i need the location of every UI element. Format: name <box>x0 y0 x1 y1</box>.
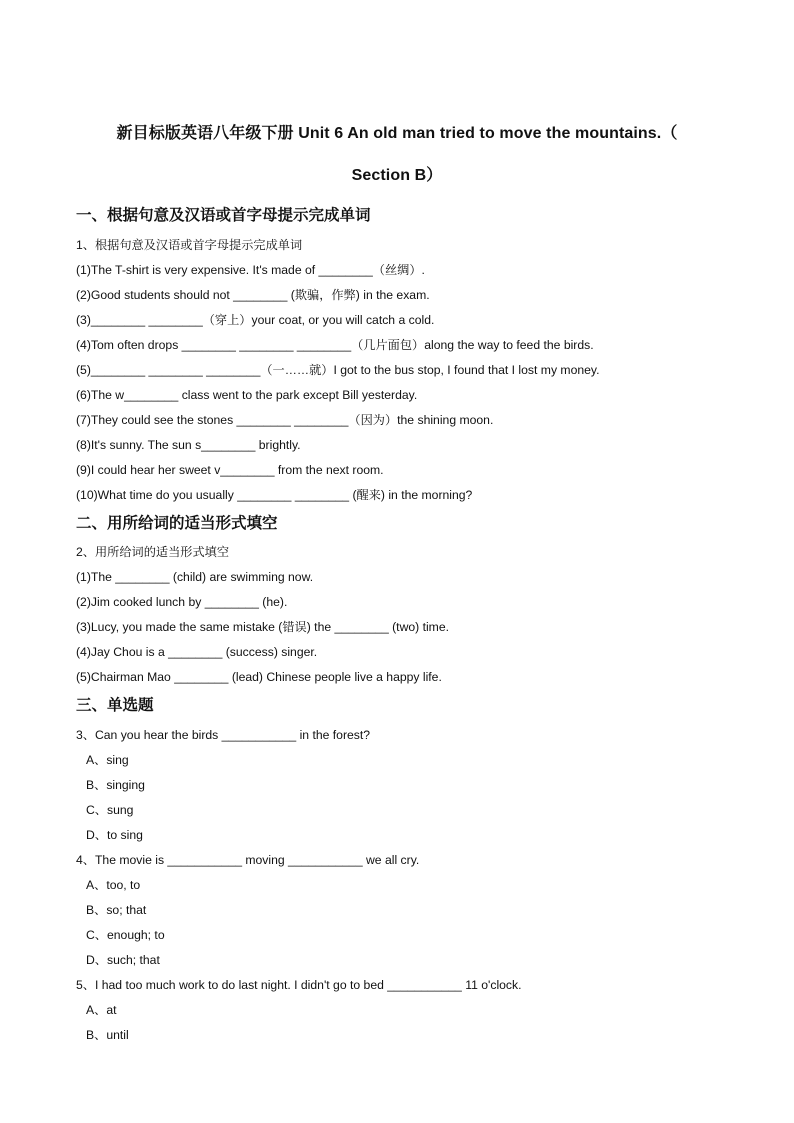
mcq-option: A、at <box>86 1003 117 1017</box>
question-item: (7)They could see the stones ________ ________（因为）the shining moon. <box>76 413 494 427</box>
question-item: (4)Jay Chou is a ________ (success) singer. <box>76 645 318 659</box>
question-item: (9)I could hear her sweet v________ from the next room. <box>76 463 384 477</box>
question-item: (6)The w________ class went to the park except Bill yesterday. <box>76 388 418 402</box>
section-heading-3: 三、单选题 <box>76 697 154 714</box>
question-item: (10)What time do you usually ________ ________ (醒来) in the morning? <box>76 488 473 502</box>
question-item: (3)Lucy, you made the same mistake (错误) the ________ (two) time. <box>76 620 450 634</box>
mcq-stem: 3、Can you hear the birds ___________ in the forest? <box>76 728 371 742</box>
question-item: (5)________ ________ ________（一……就）I got to the bus stop, I found that I lost my money. <box>76 363 600 377</box>
question-title-2: 2、用所给词的适当形式填空 <box>76 545 230 559</box>
section-heading-1: 一、根据句意及汉语或首字母提示完成单词 <box>76 207 371 224</box>
mcq-option: B、until <box>86 1028 129 1042</box>
page-title-line-2: Section B） <box>351 167 443 184</box>
mcq-option: A、sing <box>86 753 129 767</box>
mcq-option: B、singing <box>86 778 145 792</box>
mcq-stem: 4、The movie is ___________ moving ___________ we all cry. <box>76 853 420 867</box>
question-item: (2)Good students should not ________ (欺骗，作弊) in the exam. <box>76 288 430 302</box>
question-title-1: 1、根据句意及汉语或首字母提示完成单词 <box>76 238 303 252</box>
page-title-line-1: 新目标版英语八年级下册 Unit 6 An old man tried to move the mountains.（ <box>116 125 678 142</box>
question-item: (3)________ ________（穿上）your coat, or you will catch a cold. <box>76 313 435 327</box>
question-item: (1)The ________ (child) are swimming now. <box>76 570 314 584</box>
mcq-option: D、such; that <box>86 953 160 967</box>
mcq-option: D、to sing <box>86 828 143 842</box>
question-item: (4)Tom often drops ________ ________ ________（几片面包）along the way to feed the birds. <box>76 338 594 352</box>
mcq-option: C、enough; to <box>86 928 165 942</box>
mcq-option: A、too, to <box>86 878 141 892</box>
mcq-stem: 5、I had too much work to do last night. I didn't go to bed ___________ 11 o'clock. <box>76 978 522 992</box>
question-item: (8)It's sunny. The sun s________ brightly. <box>76 438 301 452</box>
question-item: (1)The T-shirt is very expensive. It's made of ________（丝绸）. <box>76 263 425 277</box>
section-heading-2: 二、用所给词的适当形式填空 <box>76 515 278 532</box>
mcq-option: B、so; that <box>86 903 147 917</box>
question-item: (2)Jim cooked lunch by ________ (he). <box>76 595 288 609</box>
question-item: (5)Chairman Mao ________ (lead) Chinese people live a happy life. <box>76 670 442 684</box>
mcq-option: C、sung <box>86 803 134 817</box>
